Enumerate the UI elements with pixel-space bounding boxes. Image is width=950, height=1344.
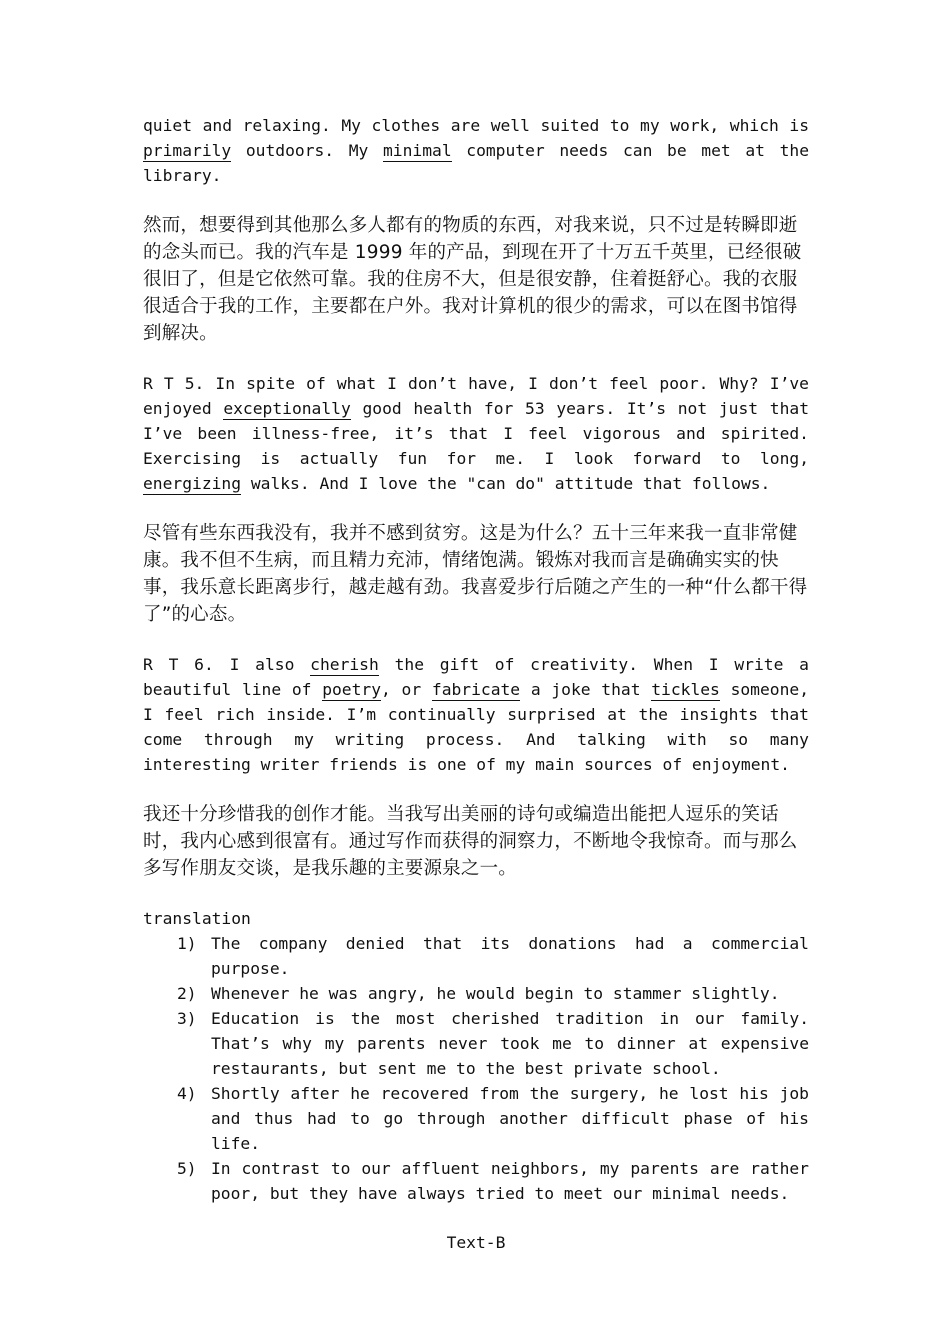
- text-run: someone, I feel rich inside. I’m continually surprised at the insights that come through my writing process. And talking with so many interesting writer friends is one of my main sources of enjoyment.: [143, 680, 809, 774]
- document-page: [143, 113, 809, 1255]
- keyword-poetry: poetry: [322, 680, 382, 699]
- keyword-cherish: cherish: [310, 655, 379, 674]
- english-paragraph-rt5: [143, 371, 809, 496]
- keyword-primarily: primarily: [143, 141, 232, 160]
- keyword-fabricate: fabricate: [431, 680, 521, 699]
- item-number: 4): [177, 1084, 197, 1103]
- text-run: R T 5. In spite of what I don’t have, I don’t feel poor. Why? I’ve enjoyed: [143, 374, 809, 418]
- list-item: [143, 1156, 809, 1206]
- item-text: Shortly after he recovered from the surgery, he lost his job and thus had to go through another difficult phase of his life.: [211, 1084, 809, 1153]
- translation-heading: translation: [143, 909, 251, 928]
- item-number: 2): [177, 984, 197, 1003]
- list-item: [143, 981, 809, 1006]
- chinese-paragraph-2: 尽管有些东西我没有，我并不感到贫穷。这是为什么？五十三年来我一直非常健康。我不但不生病，而且精力充沛，情绪饱满。锻炼对我而言是确确实实的快事，我乐意长距离步行，越走越有劲。我喜爱步行后随之产生的一种“什么都干得了”的心态。: [143, 523, 808, 625]
- list-item: [143, 931, 809, 981]
- text-run: quiet and relaxing. My clothes are well suited to my work, which is: [143, 116, 809, 135]
- chinese-paragraph-1: 然而，想要得到其他那么多人都有的物质的东西，对我来说，只不过是转瞬即逝的念头而已。我的汽车是 1999 年的产品，到现在开了十万五千英里，已经很破很旧了，但是它依然可靠。我的住房不大，但是很安静，住着挺舒心。我的衣服很适合于我的工作，主要都在户外。我对计算机的很少的需求，可以在图书馆得到解决。: [143, 215, 802, 344]
- text-run: , or: [381, 680, 432, 699]
- list-item: [143, 1081, 809, 1156]
- keyword-tickles: tickles: [651, 680, 720, 699]
- english-paragraph-1: [143, 113, 809, 188]
- item-number: 3): [177, 1009, 197, 1028]
- text-run: the gift of creativity. When I write a beautiful line of: [143, 655, 809, 699]
- text-run: computer needs can be met at the library.: [143, 141, 809, 185]
- text-run: outdoors. My: [231, 141, 383, 160]
- keyword-energizing: energizing: [143, 474, 242, 493]
- item-number: 1): [177, 934, 197, 953]
- section-footer-label: Text-B: [446, 1233, 506, 1252]
- text-run: walks. And I love the "can do" attitude that follows.: [241, 474, 771, 493]
- item-text: Whenever he was angry, he would begin to stammer slightly.: [211, 984, 780, 1003]
- text-run: R T 6. I also: [143, 655, 311, 674]
- chinese-paragraph-3: 我还十分珍惜我的创作才能。当我写出美丽的诗句或编造出能把人逗乐的笑话时，我内心感到很富有。通过写作而获得的洞察力，不断地令我惊奇。而与那么多写作朋友交谈，是我乐趣的主要源泉之一。: [143, 804, 798, 879]
- keyword-exceptionally: exceptionally: [223, 399, 351, 418]
- item-text: Education is the most cherished tradition in our family. That’s why my parents never took me to dinner at expensive restaurants, but sent me to the best private school.: [211, 1009, 809, 1078]
- english-paragraph-rt6: [143, 652, 809, 777]
- item-text: The company denied that its donations had a commercial purpose.: [211, 934, 809, 978]
- list-item: [143, 1006, 809, 1081]
- item-number: 5): [177, 1159, 197, 1178]
- text-run: a joke that: [520, 680, 652, 699]
- text-run: good health for 53 years. It’s not just that I’ve been illness-free, it’s that I feel vigorous and spirited. Exercising is actually fun for me. I look forward to long,: [143, 399, 809, 468]
- keyword-minimal: minimal: [383, 141, 452, 160]
- translation-list: [143, 931, 809, 1206]
- item-text: In contrast to our affluent neighbors, my parents are rather poor, but they have always tried to meet our minimal needs.: [211, 1159, 809, 1203]
